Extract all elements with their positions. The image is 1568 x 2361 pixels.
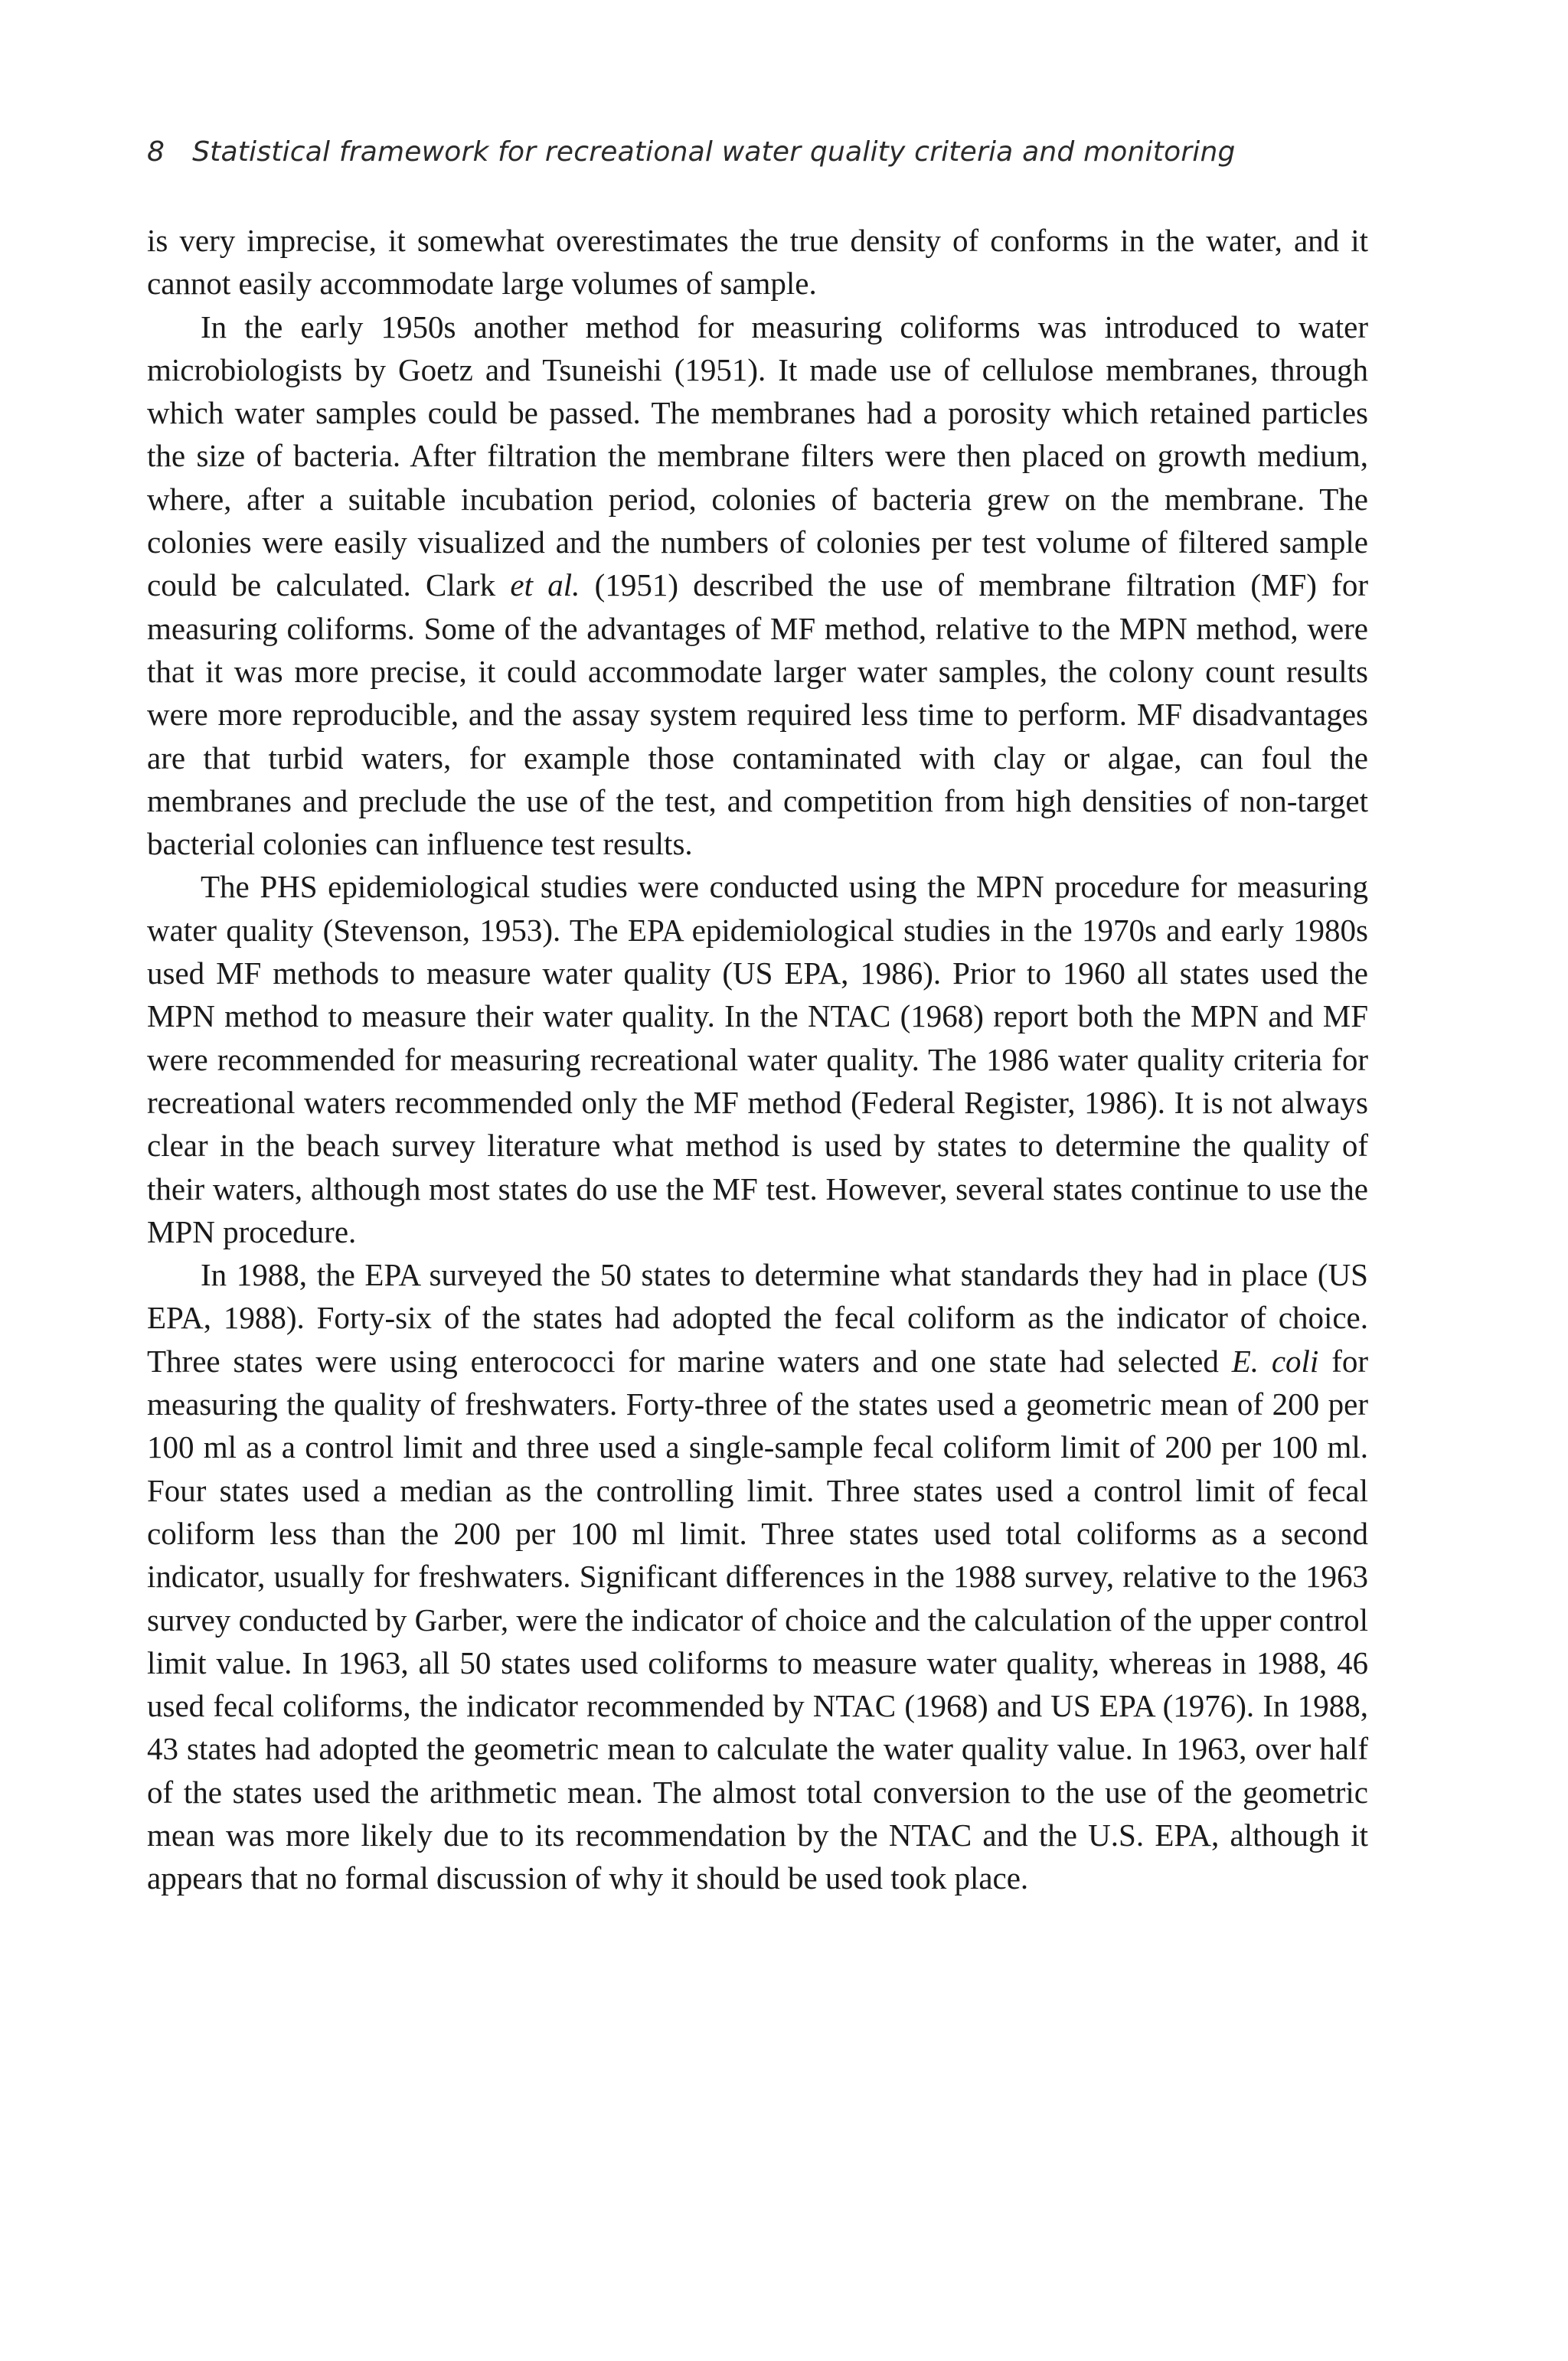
paragraph-text: for measuring the quality of freshwaters. Forty-three of the states used a geometric mean of 200 per 100 ml as a control limit and three used a single-sample fecal coliform limit of 200 per 100 ml. Four states used a median as the controlling limit. Three states used a control limit of fecal coliform less than the 200 per 100 ml limit. Three states used total coliforms as a second indicator, usually for freshwaters. Significant differences in the 1988 survey, relative to the 1963 survey conducted by Garber, were the indicator of choice and the calculation of the upper control limit value. In 1963, all 50 states used coliforms to measure water quality, whereas in 1988, 46 used fecal coliforms, the indicator recommended by NTAC (1968) and US EPA (1976). In 1988, 43 states had adopted the geometric mean to calculate the water quality value. In 1963, over half of the states used the arithmetic mean. The almost total conversion to the use of the geometric mean was more likely due to its recommendation by the NTAC and the U.S. EPA, although it appears that no formal discussion of why it should be used took place. bbox=[147, 1343, 1368, 1896]
paragraph-membrane-filtration bbox=[147, 305, 1368, 866]
paragraph-text: is very imprecise, it somewhat overestimates the true density of conforms in the water, and it cannot easily accommodate large volumes of sample. bbox=[147, 223, 1368, 302]
running-title: Statistical framework for recreational water quality criteria and monitoring bbox=[192, 136, 1236, 168]
paragraph-text: In 1988, the EPA surveyed the 50 states to determine what standards they had in place (US EPA, 1988). Forty-six of the states had adopted the fecal coliform as the indicator of choice. Three states were using enterococci for marine waters and one state had selected bbox=[147, 1257, 1368, 1379]
paragraph-epidemiological-studies bbox=[147, 865, 1368, 1253]
body-text bbox=[147, 219, 1368, 1900]
running-header bbox=[147, 136, 1403, 168]
paragraph-text: (1951) described the use of membrane filtration (MF) for measuring coliforms. Some of the advantages of MF method, relative to the MPN method, were that it was more precise, it could accommodate larger water samples, the colony count results were more reproducible, and the assay system required less time to perform. MF disadvantages are that turbid waters, for example those contaminated with clay or algae, can foul the membranes and preclude the use of the test, and competition from high densities of non-target bacterial colonies can influence test results. bbox=[147, 567, 1369, 862]
italic-term: et al. bbox=[510, 567, 580, 603]
paragraph-text: The PHS epidemiological studies were conducted using the MPN procedure for measuring water quality (Stevenson, 1953). The EPA epidemiological studies in the 1970s and early 1980s used MF methods to measure water quality (US EPA, 1986). Prior to 1960 all states used the MPN method to measure their water quality. In the NTAC (1968) report both the MPN and MF were recommended for measuring recreational water quality. The 1986 water quality criteria for recreational waters recommended only the MF method (Federal Register, 1986). It is not always clear in the beach survey literature what method is used by states to determine the quality of their waters, although most states do use the MF test. However, several states continue to use the MPN procedure. bbox=[147, 869, 1368, 1249]
page-number: 8 bbox=[147, 136, 165, 168]
paragraph-text: In the early 1950s another method for measuring coliforms was introduced to water microbiologists by Goetz and Tsuneishi (1951). It made use of cellulose membranes, through which water samples could be passed. The membranes had a porosity which retained particles the size of bacteria. After filtration the membrane filters were then placed on growth medium, where, after a suitable incubation period, colonies of bacteria grew on the membrane. The colonies were easily visualized and the numbers of colonies per test volume of filtered sample could be calculated. Clark bbox=[147, 309, 1368, 603]
italic-term: E. coli bbox=[1231, 1343, 1319, 1379]
paragraph-1988-survey bbox=[147, 1253, 1368, 1899]
paragraph-continuation bbox=[147, 219, 1368, 305]
